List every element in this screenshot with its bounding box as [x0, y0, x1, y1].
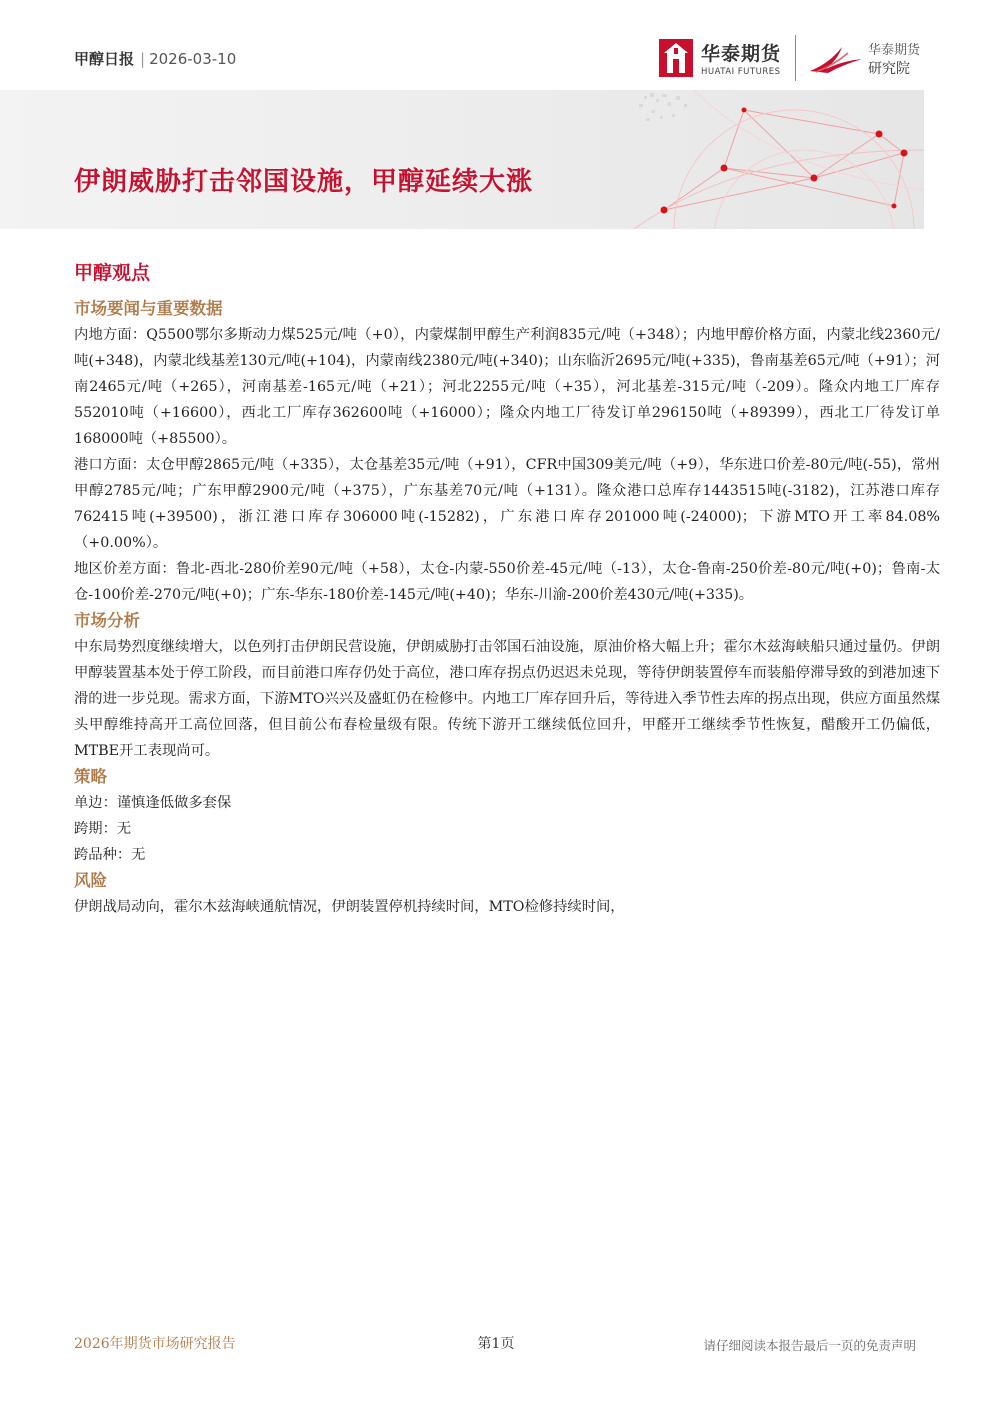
market-news-paragraph: 港口方面：太仓甲醇2865元/吨（+335），太仓基差35元/吨（+91），CFR中国309美元/吨（+9），华东进口价差-80元/吨(-55)，常州甲醇2785元/吨；广东甲醇2900元/吨（+375），广东基差70元/吨（+131）。隆众港口总库存1443515吨(-3182)，江苏港口库存762415吨(+39500)，浙江港口库存306000吨(-15282)，广东港口库存201000吨(-24000)；下游MTO开工率84.08%（+0.00%）。 [74, 457, 940, 551]
institute-wordmark [868, 39, 920, 78]
title-banner [0, 90, 924, 229]
brand-logos [659, 34, 920, 82]
risk-paragraph: 伊朗战局动向，霍尔木兹海峡通航情况，伊朗装置停机持续时间，MTO检修持续时间， [74, 899, 625, 915]
market-news-paragraph: 内地方面：Q5500鄂尔多斯动力煤525元/吨（+0），内蒙煤制甲醇生产利润835元/吨（+348）；内地甲醇价格方面，内蒙北线2360元/吨(+348)，内蒙北线基差130元/吨(+104)，内蒙南线2380元/吨(+340)；山东临沂2695元/吨(+335)，鲁南基差65元/吨（+91）；河南2465元/吨（+265），河南基差-165元/吨（+21）；河北2255元/吨（+35），河北基差-315元/吨（-209）。隆众内地工厂库存552010吨（+16600），西北工厂库存362600吨（+16000）；隆众内地工厂待发订单296150吨（+89399），西北工厂待发订单168000吨（+85500）。 [74, 327, 940, 447]
footer-page-number: 第1页 [477, 1336, 515, 1352]
market-news-paragraph: 地区价差方面：鲁北-西北-280价差90元/吨（+58），太仓-内蒙-550价差-45元/吨（-13），太仓-鲁南-250价差-80元/吨(+0)；鲁南-太仓-100价差-270元/吨(+0)；广东-华东-180价差-145元/吨(+40)；华东-川渝-200价差430元/吨(+335)。 [74, 561, 940, 603]
report-body [74, 296, 940, 920]
strategy-item: 跨期：无 [74, 821, 132, 837]
logo-cn-text: 华泰期货 [700, 43, 781, 65]
footer-disclaimer-notice: 请仔细阅读本报告最后一页的免责声明 [703, 1338, 916, 1353]
market-news-heading: 市场要闻与重要数据 [74, 299, 223, 318]
institute-swoosh-icon [808, 41, 864, 75]
institute-top-text: 华泰期货 [867, 42, 920, 58]
huatai-logo-icon [659, 39, 693, 77]
report-header [74, 48, 236, 69]
logo-divider [795, 35, 796, 81]
network-graphic-icon [594, 90, 924, 229]
footer-report-series: 2026年期货市场研究报告 [74, 1336, 236, 1352]
huatai-wordmark [701, 39, 781, 77]
market-analysis-heading: 市场分析 [74, 611, 140, 630]
strategy-heading: 策略 [74, 767, 107, 786]
strategy-item: 跨品种：无 [74, 847, 146, 863]
report-title: 伊朗威胁打击邻国设施，甲醇延续大涨 [74, 167, 534, 197]
report-date: 2026-03-10 [149, 50, 237, 68]
institute-bottom-text: 研究院 [867, 60, 910, 77]
header-separator: | [140, 50, 146, 68]
risk-heading: 风险 [74, 871, 107, 890]
market-analysis-paragraph: 中东局势烈度继续增大，以色列打击伊朗民营设施，伊朗威胁打击邻国石油设施，原油价格大幅上升；霍尔木兹海峡船只通过量仍。伊朗甲醇装置基本处于停工阶段，而目前港口库存仍处于高位，港口库存拐点仍迟迟未兑现，等待伊朗装置停车而装船停滞导致的到港加速下滑的进一步兑现。需求方面，下游MTO兴兴及盛虹仍在检修中。内地工厂库存回升后，等待进入季节性去库的拐点出现，供应方面虽然煤头甲醇维持高开工高位回落，但目前公布春检量级有限。传统下游开工继续低位回升，甲醛开工继续季节性恢复，醋酸开工仍偏低，MTBE开工表现尚可。 [74, 639, 940, 759]
report-name: 甲醇日报 [74, 50, 135, 68]
strategy-item: 单边：谨慎逢低做多套保 [74, 795, 232, 811]
logo-en-text: HUATAI FUTURES [700, 67, 781, 77]
section-title-methanol-view: 甲醇观点 [74, 262, 151, 284]
